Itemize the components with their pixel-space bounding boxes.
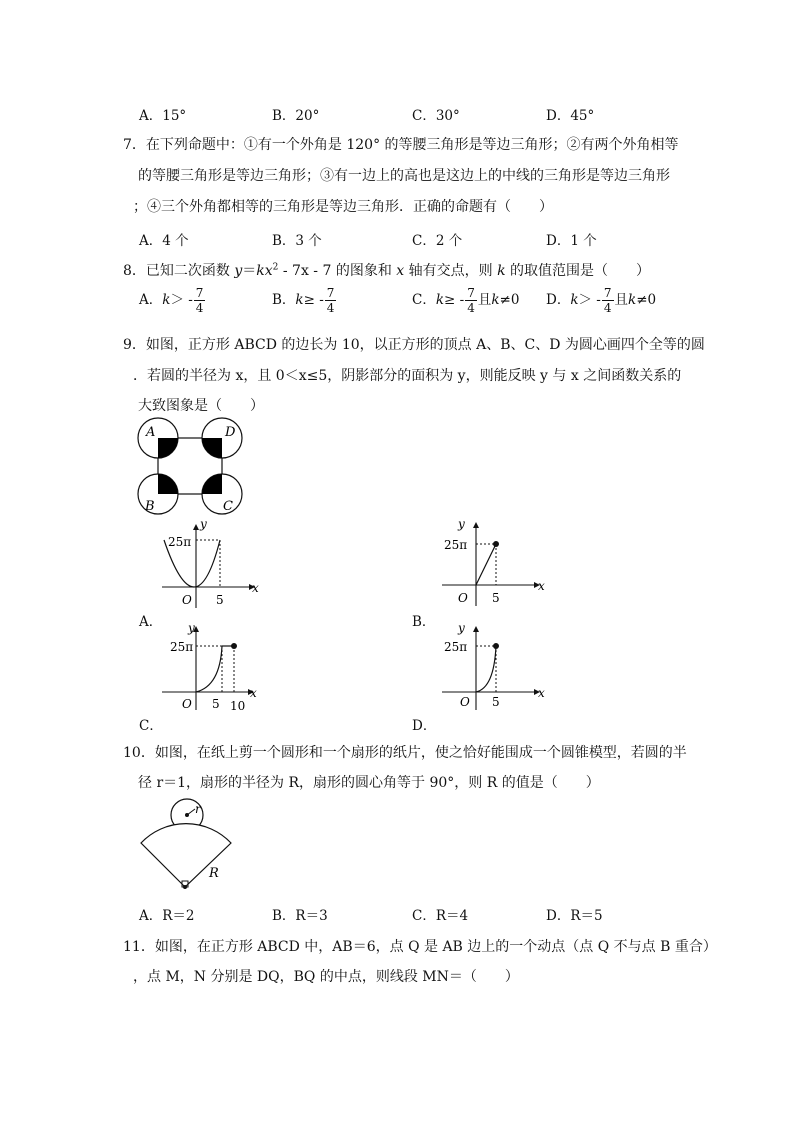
q9-option-a: A． [139,614,163,630]
q8-option-b: B．k≥ - $\frac{7}{4}$ [272,286,335,315]
fraction: $\frac{7}{4}$ [467,286,475,315]
fraction: $\frac{7}{4}$ [326,286,335,315]
q10-option-c: C．R＝4 [412,908,469,924]
svg-text:y: y [200,517,207,531]
q6-option-a: A．15° [139,108,187,124]
svg-text:25π: 25π [444,538,468,552]
q8-option-a: A．k＞ - $\frac{7}{4}$ [139,286,204,315]
q8-option-c: C．k≥ - $\frac{7}{4}$ 且k≠0 [412,286,520,315]
q9-graph-c [160,622,270,717]
label-c: C [223,499,233,514]
q10-cone-figure [135,795,245,895]
q11-line-2: ，点 M，N 分别是 DQ，BQ 的中点，则线段 MN＝（ ） [133,969,519,985]
svg-text:25π: 25π [444,640,468,654]
svg-text:5: 5 [492,591,500,605]
q9-graph-b [440,518,550,613]
svg-text:y: y [458,621,465,635]
q9-graph-a [160,517,270,615]
svg-text:5: 5 [212,697,220,711]
q9-line-2: ．若圆的半径为 x，且 0＜x≤5，阴影部分的面积为 y，则能反映 y 与 x 之间函数关系的 [133,368,682,384]
q7-line-2: 的等腰三角形是等边三角形；③有一边上的高也是这边上的中线的三角形是等边三角形 [138,168,670,184]
q9-line-3: 大致图象是（ ） [138,398,264,414]
q7-option-a: A．4 个 [139,233,189,249]
label-a: A [146,425,156,440]
svg-text:x: x [538,686,545,700]
q6-option-d: D．45° [546,108,595,124]
q9-graph-d [440,622,550,717]
svg-text:x: x [538,579,545,593]
label-r: r [195,802,201,816]
q7-line-1: 7．在下列命题中：①有一个外角是 120° 的等腰三角形是等边三角形；②有两个外角相等 [123,137,679,153]
svg-text:y: y [458,517,465,531]
q8-option-d: D．k＞ - $\frac{7}{4}$ 且k≠0 [546,286,657,315]
q9-option-b: B． [412,614,436,630]
q10-line-1: 10．如图，在纸上剪一个圆形和一个扇形的纸片，使之恰好能围成一个圆锥模型，若圆的半 [123,745,687,761]
q10-option-a: A．R＝2 [139,908,195,924]
q9-line-1: 9．如图，正方形 ABCD 的边长为 10，以正方形的顶点 A、B、C、D 为圆心画四个全等的圆 [123,337,705,353]
q7-line-3: ；④三个外角都相等的三角形是等边三角形．正确的命题有（ ） [133,199,553,215]
q8-stem: 8．已知二次函数 $y=kx^2 - 7x - 7$ 的图象和 x 轴有交点，则 k 的取值范围是（ ） [123,262,651,279]
svg-text:5: 5 [216,593,224,607]
svg-text:10: 10 [230,699,246,713]
q10-option-d: D．R＝5 [546,908,603,924]
q7-option-c: C．2 个 [412,233,463,249]
q9-square-figure [130,418,250,518]
fraction: $\frac{7}{4}$ [195,286,204,315]
q6-option-c: C．30° [412,108,460,124]
fraction: $\frac{7}{4}$ [603,286,612,315]
svg-text:25π: 25π [170,640,194,654]
svg-text:5: 5 [492,695,500,709]
q7-option-d: D．1 个 [546,233,597,249]
q9-option-d: D． [412,718,437,734]
q11-line-1: 11．如图，在正方形 ABCD 中，AB＝6，点 Q 是 AB 边上的一个动点（点 Q 不与点 B 重合） [123,939,717,955]
svg-text:O: O [182,697,192,711]
svg-text:x: x [250,686,257,700]
label-b: B [145,499,155,514]
svg-text:O: O [460,695,470,709]
svg-text:O: O [182,593,192,607]
svg-text:x: x [252,581,259,595]
label-R: R [209,866,219,881]
q10-line-2: 径 r＝1，扇形的半径为 R，扇形的圆心角等于 90°，则 R 的值是（ ） [138,775,600,791]
svg-text:O: O [458,591,468,605]
q7-option-b: B．3 个 [272,233,322,249]
q6-option-b: B．20° [272,108,320,124]
q10-option-b: B．R＝3 [272,908,328,924]
q9-option-c: C． [139,718,163,734]
label-d: D [225,425,236,440]
svg-text:25π: 25π [168,535,192,549]
svg-text:y: y [188,621,195,635]
